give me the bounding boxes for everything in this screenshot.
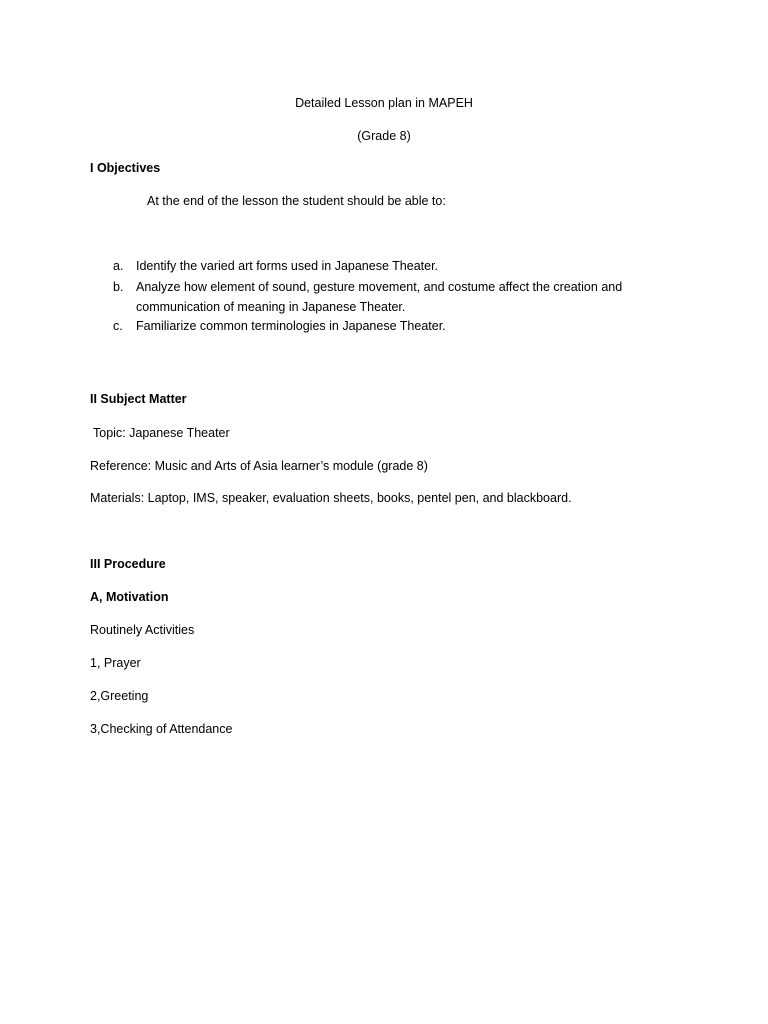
routine-heading: Routinely Activities <box>90 623 195 637</box>
list-item-text: Familiarize common terminologies in Japanese Theater. <box>136 319 446 333</box>
procedure-step: 3,Checking of Attendance <box>90 722 233 736</box>
subject-matter-heading: II Subject Matter <box>90 392 187 406</box>
list-item-marker: a. <box>113 259 124 273</box>
list-item-marker: c. <box>113 319 123 333</box>
document-title: Detailed Lesson plan in MAPEH <box>295 96 473 110</box>
materials-line: Materials: Laptop, IMS, speaker, evaluation sheets, books, pentel pen, and blackboard. <box>90 491 572 505</box>
procedure-step: 1, Prayer <box>90 656 141 670</box>
objectives-intro: At the end of the lesson the student should be able to: <box>147 194 446 208</box>
list-item-text: Analyze how element of sound, gesture movement, and costume affect the creation and <box>136 280 623 294</box>
reference-line: Reference: Music and Arts of Asia learner’s module (grade 8) <box>90 459 428 473</box>
procedure-step: 2,Greeting <box>90 689 149 703</box>
list-item-text: Identify the varied art forms used in Japanese Theater. <box>136 259 439 273</box>
objectives-heading: I Objectives <box>90 161 161 175</box>
topic-line: Topic: Japanese Theater <box>93 426 230 440</box>
list-item-marker: b. <box>113 280 124 294</box>
motivation-subheading: A, Motivation <box>90 590 169 604</box>
grade-label: (Grade 8) <box>357 129 411 143</box>
procedure-heading: III Procedure <box>90 557 166 571</box>
list-item-text-continuation: communication of meaning in Japanese Theater. <box>136 300 406 314</box>
